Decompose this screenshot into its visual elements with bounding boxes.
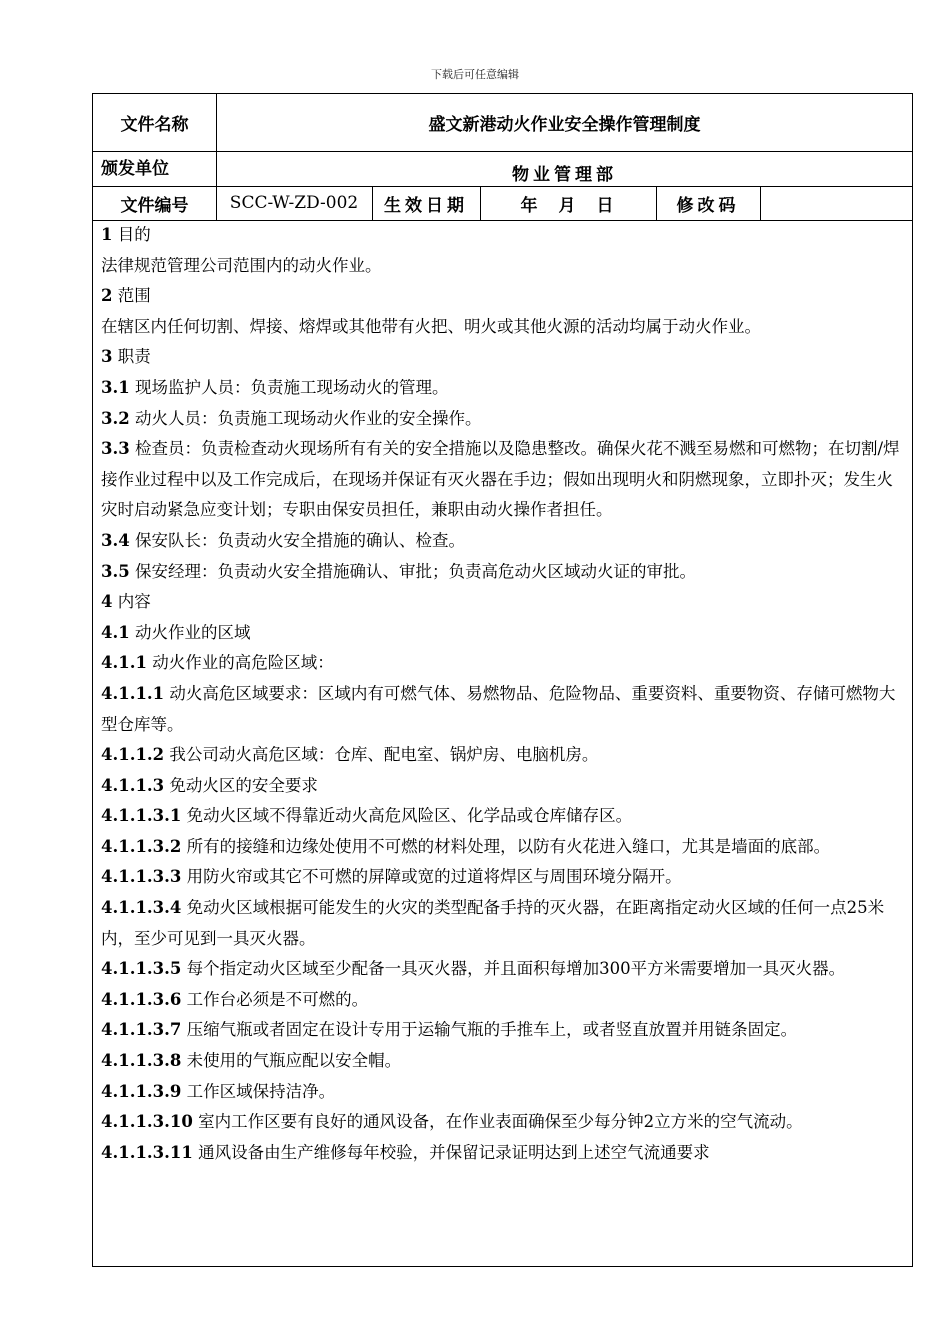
paragraph-text: 每个指定动火区域至少配备一具灭火器，并且面积每增加300平方米需要增加一具灭火器。 <box>186 959 846 979</box>
body-paragraph <box>101 587 907 618</box>
body-paragraph <box>101 679 907 740</box>
paragraph-text: 现场监护人员：负责施工现场动火的管理。 <box>134 377 449 397</box>
section-number: 4.1.1.3.3 <box>101 867 182 887</box>
revision-label: 修改码 <box>676 195 740 216</box>
paragraph-text: 未使用的气瓶应配以安全帽。 <box>186 1051 402 1071</box>
body-paragraph <box>101 312 907 343</box>
section-number: 1 <box>101 225 113 244</box>
paragraph-text: 动火作业的区域 <box>134 622 251 642</box>
body-paragraph <box>101 404 907 435</box>
section-number: 4.1.1.3.1 <box>101 806 182 826</box>
section-number: 4.1.1.3 <box>101 775 165 795</box>
section-number: 4.1.1.3.6 <box>101 989 182 1009</box>
body-paragraph <box>101 985 907 1016</box>
section-number: 3.5 <box>101 561 130 581</box>
body-paragraph <box>101 740 907 771</box>
body-paragraph <box>101 1015 907 1046</box>
paragraph-text: 保安经理：负责动火安全措施确认、审批；负责高危动火区域动火证的审批。 <box>134 561 696 581</box>
body-paragraph <box>101 954 907 985</box>
paragraph-text: 目的 <box>117 225 151 244</box>
paragraph-text: 保安队长：负责动火安全措施的确认、检查。 <box>134 530 465 550</box>
body-paragraph <box>101 648 907 679</box>
body-paragraph <box>101 1107 907 1138</box>
file-no-label: 文件编号 <box>120 195 189 216</box>
section-number: 4.1.1.3.8 <box>101 1051 182 1071</box>
paragraph-text: 职责 <box>117 347 151 367</box>
body-paragraph <box>101 526 907 557</box>
file-name-value: 盛文新港动火作业安全操作管理制度 <box>428 115 701 135</box>
paragraph-text: 我公司动火高危区域：仓库、配电室、锅炉房、电脑机房。 <box>169 745 599 765</box>
body-paragraph <box>101 434 907 526</box>
body-paragraph <box>101 862 907 893</box>
section-number: 4.1.1.3.9 <box>101 1081 182 1101</box>
body-paragraph <box>101 832 907 863</box>
section-number: 3.4 <box>101 530 130 550</box>
section-number: 4.1.1.3.10 <box>101 1112 193 1132</box>
section-number: 4.1.1.3.2 <box>101 836 182 856</box>
paragraph-text: 所有的接缝和边缘处使用不可燃的材料处理，以防有火花进入缝口，尤其是墙面的底部。 <box>186 836 831 856</box>
paragraph-text: 在辖区内任何切割、焊接、熔焊或其他带有火把、明火或其他火源的活动均属于动火作业。 <box>101 316 761 336</box>
document-table <box>92 93 913 1267</box>
effective-date-label: 生效日期 <box>384 195 468 216</box>
section-number: 3.2 <box>101 408 130 428</box>
paragraph-text: 免动火区域根据可能发生的火灾的类型配备手持的灭火器，在距离指定动火区域的任何一点25米内，至少可见到一具灭火器。 <box>101 898 885 948</box>
issuer-label: 颁发单位 <box>101 158 169 179</box>
file-name-label: 文件名称 <box>120 115 189 135</box>
section-number: 3.3 <box>101 439 130 459</box>
body-paragraph <box>101 1077 907 1108</box>
issuer-value: 物业管理部 <box>512 165 617 185</box>
section-number: 4.1.1.3.11 <box>101 1142 193 1162</box>
paragraph-text: 用防火帘或其它不可燃的屏障或宽的过道将焊区与周围环境分隔开。 <box>186 867 682 887</box>
effective-date-value: 年 月 日 <box>520 195 616 216</box>
section-number: 4.1.1.3.4 <box>101 898 182 918</box>
document-body <box>101 220 907 1168</box>
body-paragraph <box>101 1138 907 1169</box>
section-number: 4.1 <box>101 622 130 642</box>
paragraph-text: 工作区域保持洁净。 <box>186 1081 336 1101</box>
body-paragraph <box>101 342 907 373</box>
paragraph-text: 动火高危区域要求：区域内有可燃气体、易燃物品、危险物品、重要资料、重要物资、存储可燃物大型仓库等。 <box>101 683 896 734</box>
paragraph-text: 免动火区的安全要求 <box>169 775 318 795</box>
revision-value <box>760 186 913 220</box>
body-paragraph <box>101 281 907 312</box>
body-paragraph <box>101 557 907 588</box>
body-paragraph <box>101 801 907 832</box>
body-paragraph <box>101 771 907 802</box>
section-number: 4.1.1.2 <box>101 745 165 765</box>
paragraph-text: 压缩气瓶或者固定在设计专用于运输气瓶的手推车上，或者竖直放置并用链条固定。 <box>186 1020 798 1040</box>
section-number: 3.1 <box>101 377 130 397</box>
paragraph-text: 检查员：负责检查动火现场所有有关的安全措施以及隐患整改。确保火花不溅至易燃和可燃物；在切割/焊接作业过程中以及工作完成后，在现场并保证有灭火器在手边；假如出现明火和阴燃现象，立即扑灭；发生火灾时启动紧急应变计划；专职由保安员担任，兼职由动火操作者担任。 <box>101 439 900 520</box>
section-number: 4 <box>101 592 113 612</box>
body-paragraph <box>101 251 907 282</box>
paragraph-text: 法律规范管理公司范围内的动火作业。 <box>101 255 382 275</box>
section-number: 4.1.1.1 <box>101 683 165 703</box>
paragraph-text: 室内工作区要有良好的通风设备，在作业表面确保至少每分钟2立方米的空气流动。 <box>198 1112 803 1132</box>
body-paragraph <box>101 1046 907 1077</box>
paragraph-text: 动火人员：负责施工现场动火作业的安全操作。 <box>134 408 482 428</box>
body-paragraph <box>101 373 907 404</box>
paragraph-text: 工作台必须是不可燃的。 <box>186 989 369 1009</box>
section-number: 4.1.1.3.7 <box>101 1020 182 1040</box>
body-paragraph <box>101 618 907 649</box>
file-no-value: SCC-W-ZD-002 <box>229 193 359 213</box>
section-number: 3 <box>101 347 113 367</box>
paragraph-text: 通风设备由生产维修每年校验，并保留记录证明达到上述空气流通要求 <box>198 1142 710 1162</box>
paragraph-text: 范围 <box>117 286 151 306</box>
body-paragraph <box>101 893 907 954</box>
paragraph-text: 内容 <box>117 592 151 612</box>
section-number: 4.1.1 <box>101 653 147 673</box>
section-number: 4.1.1.3.5 <box>101 959 182 979</box>
paragraph-text: 动火作业的高危险区域： <box>152 653 334 673</box>
paragraph-text: 免动火区域不得靠近动火高危风险区、化学品或仓库储存区。 <box>186 806 633 826</box>
body-paragraph <box>101 220 907 251</box>
section-number: 2 <box>101 286 113 306</box>
watermark-text: 下载后可任意编辑 <box>431 68 519 81</box>
